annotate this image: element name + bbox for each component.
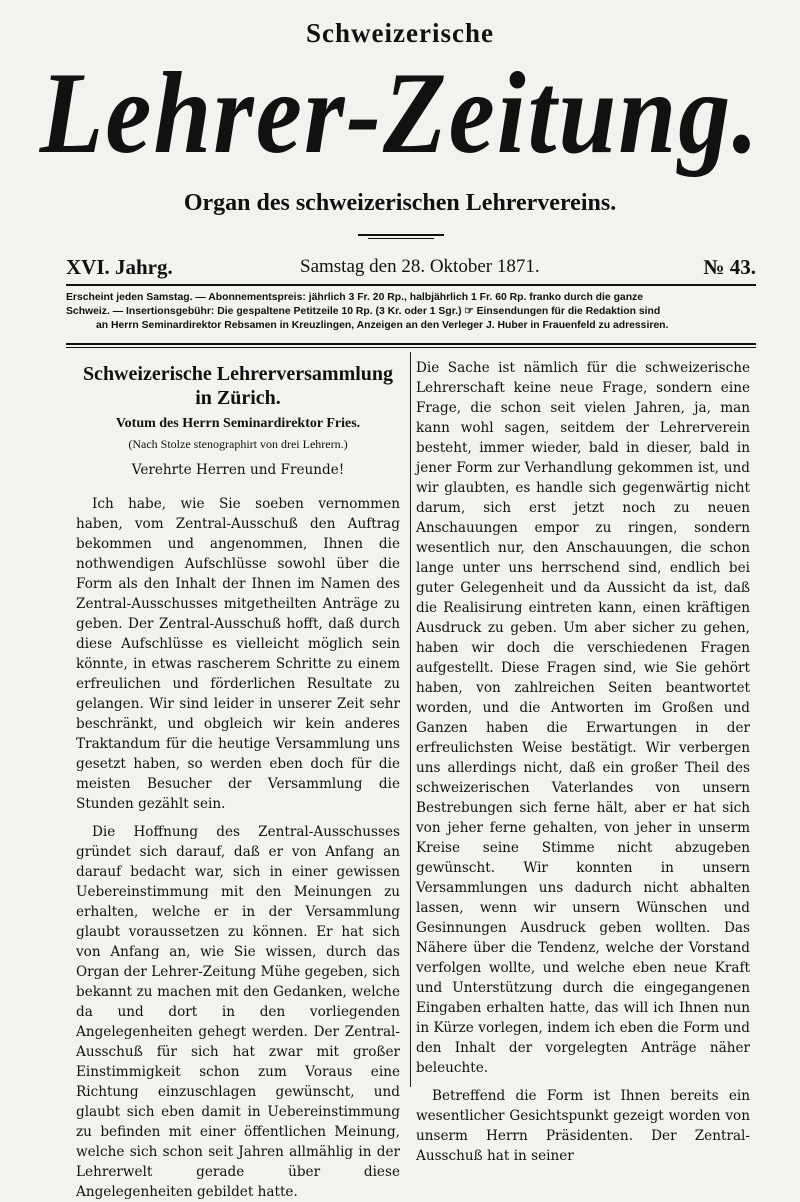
notice-line-2: Schweiz. — Insertionsgebühr: Die gespaltene Petitzeile 10 Rp. (3 Kr. oder 1 Sgr.) ☞ Einsendungen für die Redaktion sind (66, 306, 661, 317)
paragraph-left-2: Die Hoffnung des Zentral-Ausschusses gründet sich darauf, daß er von Anfang an darauf bedacht war, sich in einer gewissen Uebereinstimmung mit den Meinungen zu erhalten, welche er in der Versammlung glaubt voraussetzen zu können. Er hat sich von Anfang an, wie Sie wissen, durch das Organ der Lehrer-Zeitung Mühe gegeben, sich bekannt zu machen mit den Gedanken, welche da und dort in den vorliegenden Angelegenheiten gehegt werden. Der Zentral-Ausschuß für sich hat zwar mit großer Einstimmigkeit schon zum Voraus eine Richtung einzuschlagen gewünscht, und glaubt sich eben damit in Uebereinstimmung zu befinden mit einer öffentlichen Meinung, welche sich schon seit Jahren allmählig in der Lehrerwelt gerade über diese Angelegenheiten gebildet hatte. (76, 824, 400, 1200)
masthead-subtitle: Organ des schweizerischen Lehrervereins. (183, 190, 617, 216)
masthead-kicker: Schweizerische (306, 18, 494, 48)
issue-number: № 43. (703, 255, 756, 279)
issue-date: Samstag den 28. Oktober 1871. (300, 256, 540, 277)
ornament-divider (358, 234, 444, 240)
right-column (416, 358, 750, 1166)
article-subtitle: Votum des Herrn Seminardirektor Fries. (115, 416, 361, 431)
notice-line-1: Erscheint jeden Samstag. — Abonnementspreis: jährlich 3 Fr. 20 Rp., halbjährlich 1 Fr. 60 Rp. franko durch die ganze (66, 292, 644, 303)
article-title: Schweizerische Lehrerversammlung in Zürich. (82, 363, 394, 409)
volume-year: XVI. Jahrg. (66, 255, 173, 279)
notice-line-3: an Herrn Seminardirektor Rebsamen in Kreuzlingen, Anzeigen an den Verleger J. Huber in Frauenfeld zu adressiren. (96, 320, 669, 331)
paragraph-right-1: Die Sache ist nämlich für die schweizerische Lehrerschaft keine neue Frage, sondern eine Frage, die schon seit vielen Jahren, ja, man kann wohl sagen, seitdem der Lehrerverein besteht, immer wieder, bald in dieser, bald in jener Form zur Verhandlung gekommen ist, und wir glaubten, es handle sich gegenwärtig nicht darum, sich erst jetzt noch zu neuen Anschauungen empor zu ringen, sondern wesentlich nur, den Anschauungen, die schon lange unter uns herrschend sind, endlich bei guter Gelegenheit und da Aussicht da ist, daß die Realisirung eintreten kann, einen kräftigen Ausdruck zu geben. Um aber sicher zu gehen, haben wir doch die verschiedenen Fragen aufgestellt. Diese Fragen sind, wie Sie gehört haben, von zahlreichen Seiten beantwortet worden, und die Antworten im Großen und Ganzen haben die Erwartungen in der erfreulichsten Weise bestätigt. Wir verbergen uns allerdings nicht, daß ein großer Theil des schweizerischen Vaterlandes von unsern Bestrebungen sich ferne hält, aber er hat sich von jeher ferne gehalten, von jeher in unserm Kreise seine Stimme nicht abzugeben gewünscht. Wir konnten in unsern Versammlungen uns dadurch nicht abhalten lassen, wenn wir unsern Wünschen und Gesinnungen Ausdruck geben wollten. Das Nähere über die Tendenz, welche der Vorstand verfolgen wollte, und welche eben neue Kraft und Unterstützung durch die eingegangenen Eingaben erhalten hatte, das will ich Ihnen nun in Kürze vorlegen, indem ich eben die Form und den Inhalt der vorgelegten Anträge näher beleuchte. (416, 360, 750, 1076)
article-note: (Nach Stolze stenographirt von drei Lehrern.) (128, 437, 348, 451)
masthead-title: Lehrer-Zeitung. (39, 49, 761, 178)
subscription-notice (66, 291, 756, 333)
left-column (76, 356, 400, 1202)
dateline (66, 255, 756, 285)
notice-rule-thick (66, 343, 756, 345)
paragraph-right-2: Betreffend die Form ist Ihnen bereits ein wesentlicher Gesichtspunkt gezeigt worden von unserm Herrn Präsidenten. Der Zentral-Ausschuß hat in seiner (416, 1088, 750, 1164)
paragraph-left-1: Ich habe, wie Sie soeben vernommen haben, vom Zentral-Ausschuß den Auftrag bekommen und angenommen, Ihnen die nothwendigen Aufschlüsse sowohl über die Form als den Inhalt der Ihnen im Namen des Zentral-Ausschusses mitgetheilten Anträge zu geben. Der Zentral-Ausschuß hofft, daß durch diese Aufschlüsse es vielleicht möglich sein könnte, in etwas rascherem Schritte zu einem erfreulichen und förderlichen Resultate zu gelangen. Wir sind leider in unserer Zeit sehr beschränkt, und obgleich wir kein anderes Traktandum für die heutige Versammlung uns gesetzt haben, so werden eben doch für die meisten Besucher der Versammlung die Stunden gezählt sein. (76, 496, 400, 812)
column-divider (410, 352, 411, 1087)
header-rule (66, 284, 756, 286)
notice-rule-thin (66, 347, 756, 348)
article-greeting: Verehrte Herren und Freunde! (131, 462, 345, 478)
